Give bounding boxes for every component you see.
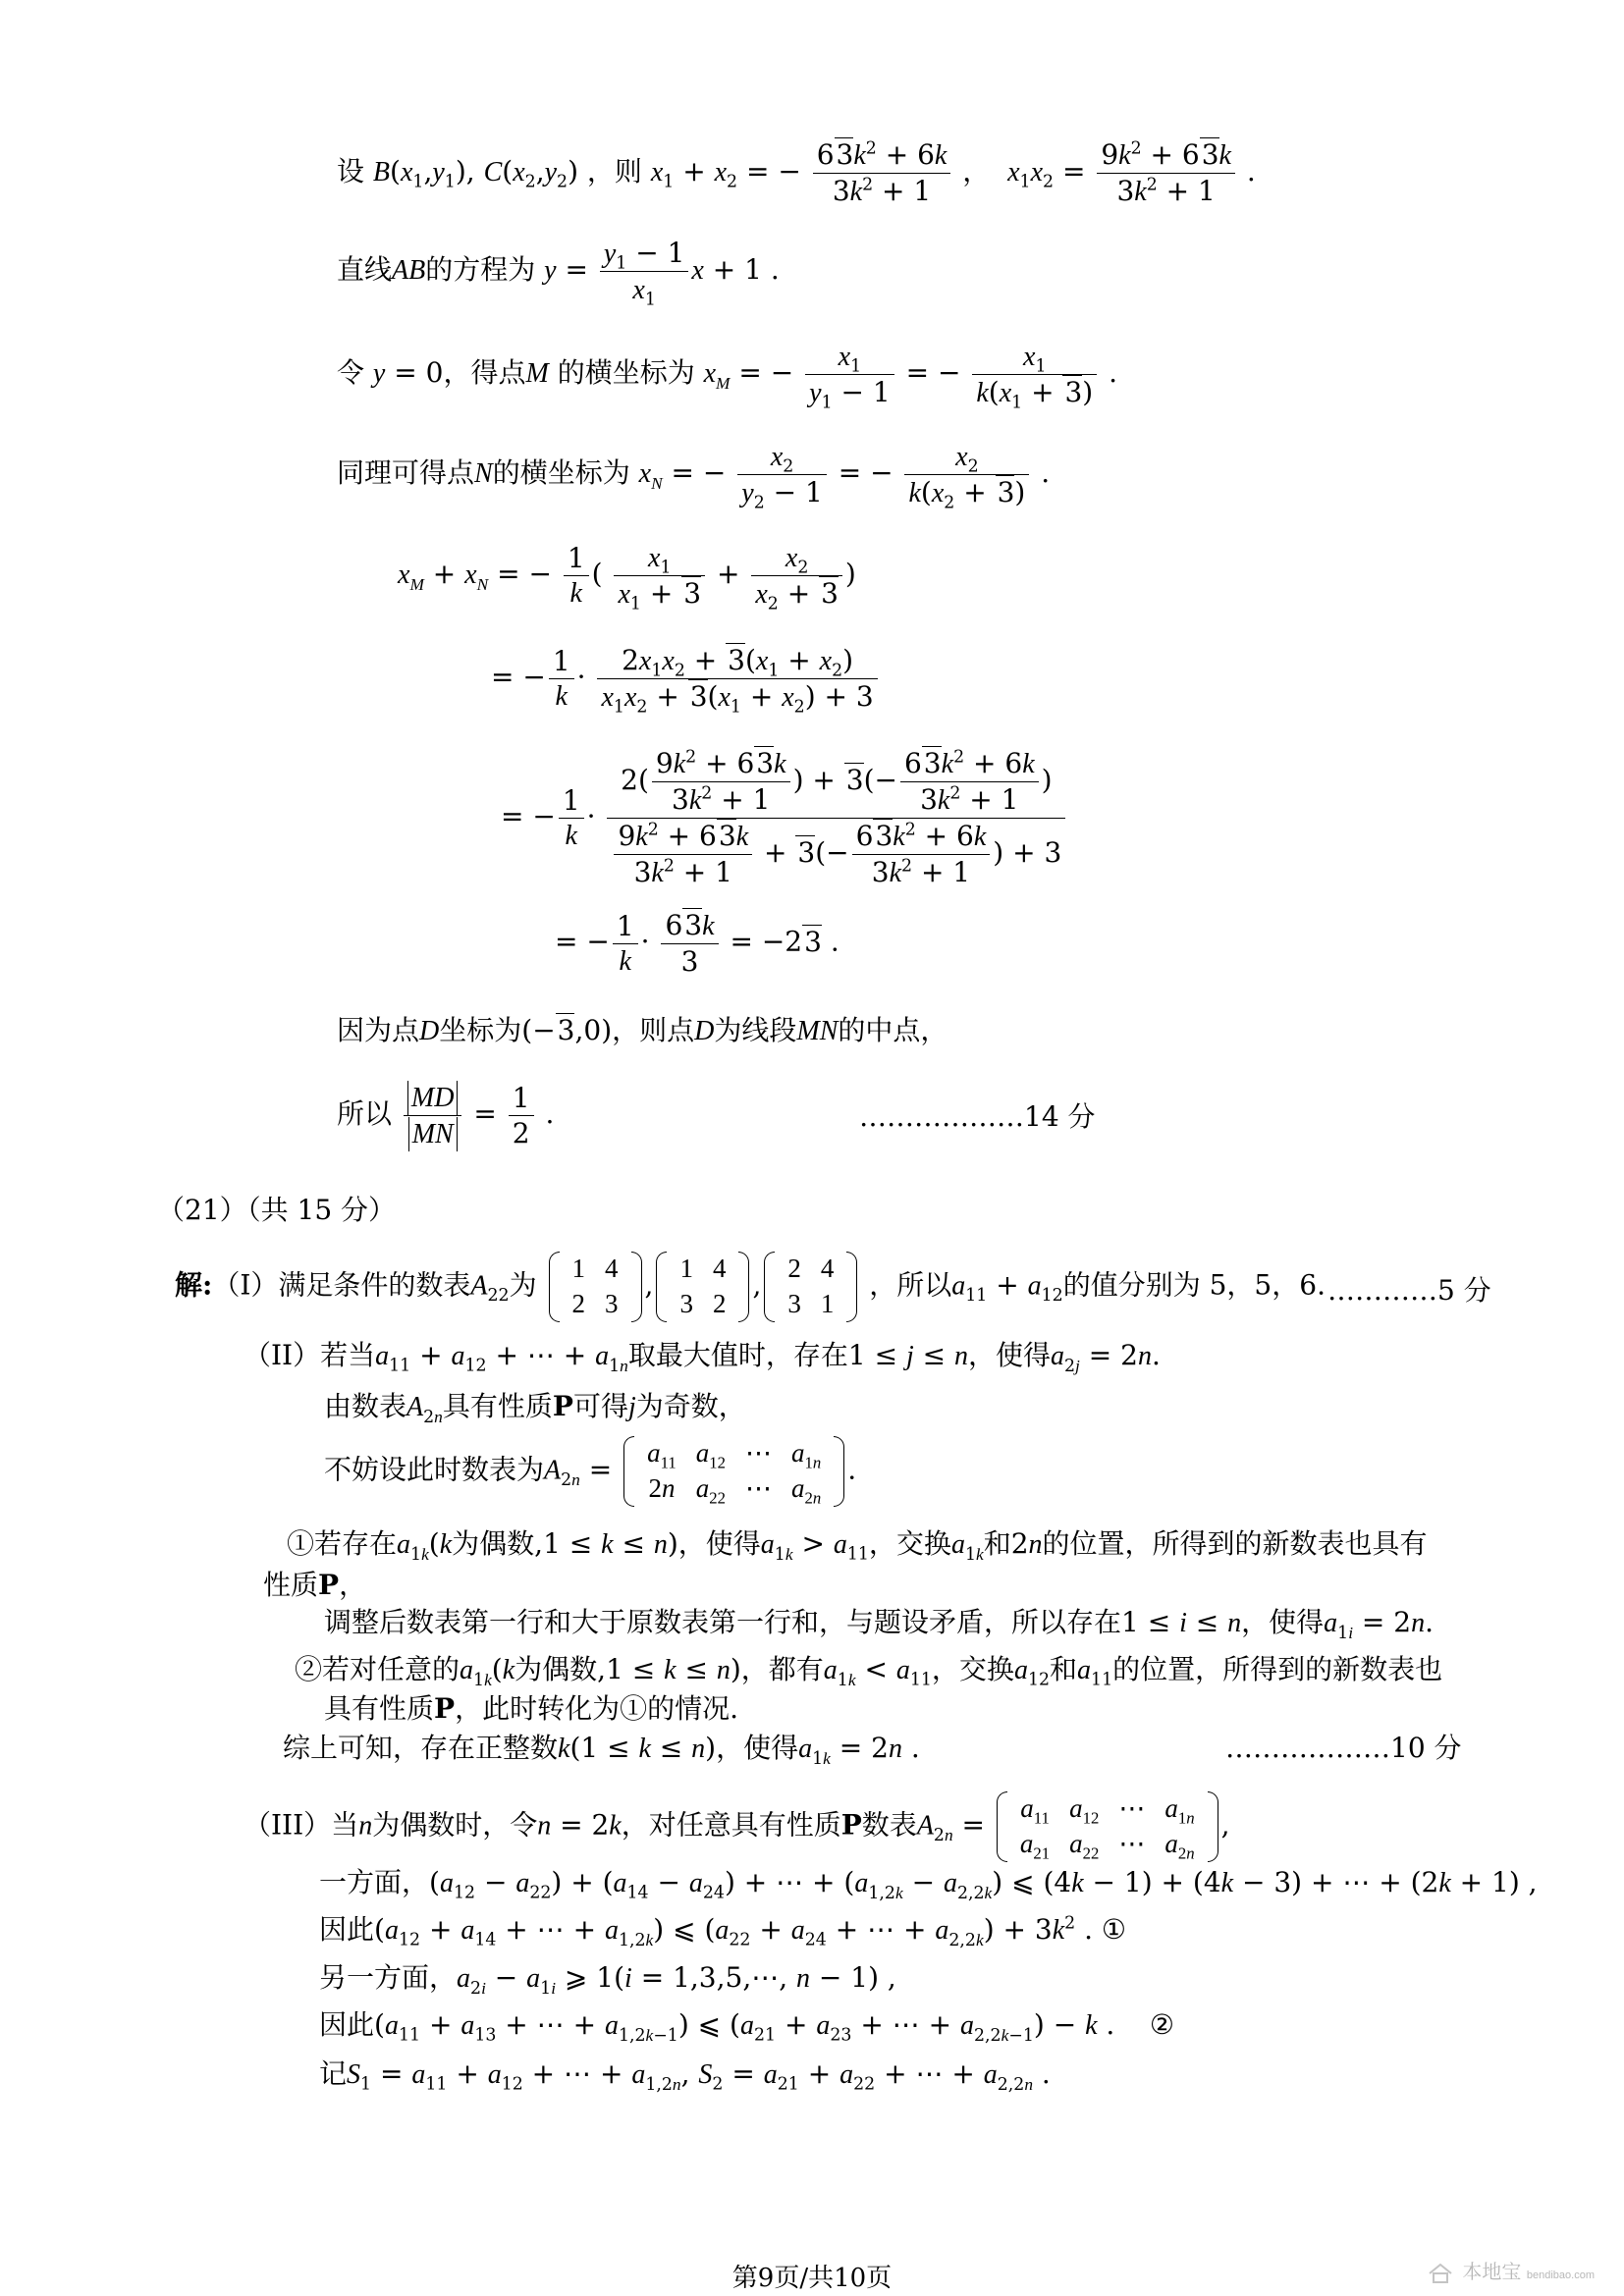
text: 设 [337,155,365,187]
line-ratio: 所以 $\frac{MD}{MN}$ = $\frac{1}{2}$ . [337,1082,555,1149]
line-midpoint: 因为点D坐标为(−3,0)，则点D为线段MN的中点， [337,1014,948,1046]
part-III-line4: 另一方面，$a_{2i} - a_{1i}$ ⩾ 1(i = 1,3,5,⋯, n − 1) , [319,1961,896,1999]
part-II-line2: 由数表$A_{2n}$具有性质P可得j为奇数， [324,1390,746,1427]
derivation-step-4: = − $\frac{1}{k}$ · $\frac{63k}{3}$ = −23 . [555,909,839,978]
derivation-step-1: $x_M + x_N$ = − $\frac{1}{k}$ ( $\frac{x_1}{x_1 + 3}$ + $\frac{x_2}{x_2 + 3}$ ) [398,542,856,614]
case-2-line2: 具有性质P，此时转化为①的情况. [324,1692,738,1725]
score-14: ………………14 分 [859,1100,1096,1133]
watermark [1428,2256,1595,2284]
case-1-line3: 调整后数表第一行和大于原数表第一行和，与题设矛盾，所以存在1 ≤ i ≤ n，使得$a_{1i} = 2n$. [324,1606,1435,1643]
part-III-line6: 记$S_1 = a_{11} + a_{12}$ + ⋯ + $a_{1,2n}$, $S_2 = a_{21} + a_{22}$ + ⋯ + $a_{2,2n}$ . [319,2057,1051,2095]
fraction: $\frac{9k^2 + 63k}{3k^2 + 1}$ [1097,137,1235,209]
summary-line: 综上可知，存在正整数k(1 ≤ k ≤ n)，使得$a_{1k} = 2n$ . [283,1732,920,1769]
fraction: $\frac{y_1 - 1}{x_1}$ [600,236,689,307]
derivation-step-2: = − $\frac{1}{k}$ · $\frac{2x_1x_2 + 3(x_1 + x_2)}{x_1x_2 + 3(x_1 + x_2) + 3}$ [491,643,881,715]
score-10: ………………10 分 [1225,1732,1462,1764]
part-III-line3: 因此($a_{12} + a_{14}$ + ⋯ + $a_{1,2k}$) ⩽ ($a_{22} + a_{24}$ + ⋯ + $a_{2,2k}) + 3k^2$ . ① [319,1913,1126,1950]
case-1-line2: 性质P， [263,1569,367,1601]
line-xM: 令 y = 0，得点M 的横坐标为 $x_M$ = − $\frac{x_1}{y_1 - 1}$ = − $\frac{x_1}{k(x_1 + 3)}$ . [337,339,1117,410]
part-III-line5: 因此($a_{11} + a_{13}$ + ⋯ + $a_{1,2k-1}$) ⩽ ($a_{21} + a_{23}$ + ⋯ + $a_{2,2k-1}) - k$ . ② [319,2008,1175,2046]
fraction: $\frac{x_1}{y_1 - 1}$ [805,339,894,410]
text: ，则 [586,155,642,187]
fraction: $\frac{63k^2 + 6k}{3k^2 + 1}$ [813,137,951,209]
line-xN: 同理可得点N的横坐标为 $x_N$ = − $\frac{x_2}{y_2 - 1}$ = − $\frac{x_2}{k(x_2 + 3)}$ . [337,439,1050,510]
watermark-sub: bendibao.com [1526,2269,1595,2281]
line-vieta: 设 $B(x_1,y_1)$, $C(x_2,y_2)$ ，则 $x_1 + x_2$ = − $\frac{63k^2 + 6k}{3k^2 + 1}$ ， $x_1x_2$ = $\frac{9k^2 + 63k}{3k^2 + 1}$ . [337,138,1256,207]
part-III-line2: 一方面，$(a_{12} - a_{22}) + (a_{14} - a_{24})$ + ⋯ + $(a_{1,2k} - a_{2,2k})$ ⩽ (4k − 1) + (4k − 3) + ⋯ + (2k + 1) , [319,1866,1538,1903]
case-1-line1: ①若存在$a_{1k}(k$为偶数,1 ≤ k ≤ n)，使得$a_{1k} > a_{11}$，交换$a_{1k}$和2n的位置，所得到的新数表也具有 [287,1527,1428,1565]
watermark-text: 本地宝 [1462,2262,1522,2283]
part-I: 解:（I）满足条件的数表$A_{22}$为 1 4 2 3 , 1 4 3 2 , 2 4 3 1 ，所以$a_{11} + a_{12}$的值分别为 5，5，6. [175,1252,1326,1322]
part-III-line1: （III）当n为偶数时，令n = 2k，对任意具有性质P数表$A_{2n}$ = $a_{11}$ $a_{12}$ ⋯ $a_{1n}$ $a_{21}$ $a_{22}$ ⋯ $a_{2n}$ , [244,1793,1230,1863]
house-icon [1428,2263,1453,2284]
case-2-line1: ②若对任意的$a_{1k}(k$为偶数,1 ≤ k ≤ n)，都有$a_{1k} < a_{11}$，交换$a_{12}$和$a_{11}$的位置，所得到的新数表也 [295,1653,1443,1690]
fraction: $\frac{x_2}{y_2 - 1}$ [737,439,827,510]
part-II-line1: （II）若当$a_{11} + a_{12}$ + ⋯ + $a_{1n}$取最大值时，存在1 ≤ j ≤ n，使得$a_{2j} = 2n$. [244,1339,1161,1376]
derivation-step-3: = − $\frac{1}{k}$ · 2( $\frac{9k^2 + 63k}{3k^2 + 1}$ ) + 3(− $\frac{63k^2 + 6k}{3k^2 + 1}$ ) $\frac{9k^2 + 63k}{3k^2 + 1}$ + 3(− $\frac{63k^2 + 6k}{3k^2 + 1}$ ) + 3 [501,746,1068,890]
score-5: …………5 分 [1327,1274,1491,1307]
question-21-header: （21）（共 15 分） [157,1194,397,1226]
fraction: $\frac{x_2}{k(x_2 + 3)}$ [904,439,1029,510]
formula-BC: B [372,157,391,187]
part-II-line3: 不妨设此时数表为$A_{2n}$ = $a_{11}$ $a_{12}$ ⋯ $a_{1n}$ 2n $a_{22}$ ⋯ $a_{2n}$ . [324,1438,857,1508]
fraction: $\frac{x_1}{k(x_1 + 3)}$ [972,339,1097,410]
line-AB: 直线AB的方程为 y = $\frac{y_1 - 1}{x_1}$ x + 1 . [337,237,780,310]
page-footer: 第9页/共10页 [731,2264,893,2293]
